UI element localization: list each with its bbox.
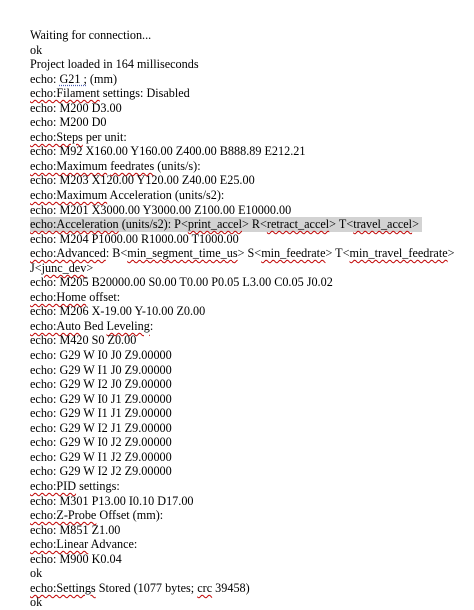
log-text-flagged: echo:Settings: [30, 580, 96, 595]
log-text: echo: M200 D0: [30, 115, 107, 130]
log-text-flagged: min_segment_time_us: [127, 246, 238, 261]
log-line: [30, 392, 470, 407]
log-text: Waiting for connection...: [30, 28, 152, 42]
log-text: Advance:: [88, 537, 138, 552]
log-text: Bed: [80, 318, 107, 333]
log-text-flagged: Leveling: [106, 318, 150, 333]
log-text: offset:: [86, 289, 121, 304]
log-text: echo:: [30, 71, 60, 86]
log-text: echo: M206 X-19.00 Y-10.00 Z0.00: [30, 304, 206, 319]
log-text-flagged: echo:Filament: [30, 86, 100, 101]
log-line: [30, 28, 470, 43]
log-text: echo: M204 P1000.00 R1000.00 T1000.00: [30, 231, 239, 246]
log-text-flagged: echo:Steps: [30, 129, 83, 144]
log-line: [30, 435, 470, 450]
log-text: :: [149, 318, 154, 333]
log-text: echo: M420 S0 Z0.00: [30, 333, 137, 348]
log-text-flagged: echo:Linear: [30, 537, 89, 552]
log-text: echo: G29 W I1 J1 Z9.00000: [30, 406, 172, 421]
log-text: Stored (1077 bytes;: [95, 580, 198, 595]
log-text: (units/s2): P<: [118, 217, 188, 232]
log-line: [30, 552, 470, 567]
log-text: ok: [30, 566, 43, 581]
log-text-flagged: G21 ;: [59, 71, 87, 86]
log-line: [30, 450, 470, 465]
log-line: [30, 566, 470, 581]
log-text: echo: M851 Z1.00: [30, 522, 121, 537]
log-text: echo: M205 B20000.00 S0.00 T0.00 P0.05 L3.00 C0.05 J0.02: [30, 275, 333, 290]
log-text: >: [412, 217, 419, 232]
log-text-flagged: echo:Home: [30, 289, 87, 304]
log-text: per unit:: [82, 129, 127, 144]
log-text: ok: [30, 42, 43, 57]
log-line: [30, 115, 470, 130]
log-text-flagged: echo:Acceleration: [30, 217, 119, 232]
log-text-flagged: travel_accel: [353, 217, 413, 232]
log-text: > S<: [237, 246, 262, 261]
log-text-flagged: crc: [197, 580, 213, 595]
log-text: echo: G29 W I2 J2 Z9.00000: [30, 464, 172, 479]
log-line: [30, 159, 470, 174]
log-line: [30, 290, 470, 305]
log-text: echo: G29 W I0 J1 Z9.00000: [30, 391, 172, 406]
log-line: [30, 494, 470, 509]
log-text: (mm): [86, 71, 117, 86]
log-line: [30, 144, 470, 159]
log-text: (units/s):: [154, 158, 201, 173]
log-text: Acceleration (units/s2):: [107, 188, 225, 203]
log-line: [30, 479, 470, 494]
log-line: [30, 246, 470, 261]
log-text-flagged: min_travel_feedrate: [349, 246, 448, 261]
log-text: echo: G29 W I1 J0 Z9.00000: [30, 362, 172, 377]
log-text: echo: M201 X3000.00 Y3000.00 Z100.00 E10000.00: [30, 202, 292, 217]
log-line-selected: [30, 217, 422, 232]
log-text-flagged: echo:PID: [30, 478, 77, 493]
log-line: [30, 319, 470, 334]
log-text-flagged: print_accel: [187, 217, 242, 232]
log-line: [30, 581, 470, 596]
log-line: [30, 275, 470, 290]
log-line: [30, 188, 470, 203]
log-line: [30, 203, 470, 218]
log-line: [30, 406, 470, 421]
log-text: >: [86, 260, 94, 275]
log-text: : B<: [105, 246, 128, 261]
log-text: ok: [30, 595, 43, 610]
log-line: [30, 43, 470, 58]
log-text-flagged: retract_accel: [266, 217, 330, 232]
log-line: [30, 72, 470, 87]
log-line: [30, 363, 470, 378]
log-text: echo: M200 D3.00: [30, 100, 122, 115]
log-text-flagged: feedrates: [110, 158, 155, 173]
log-text: 39458): [212, 580, 250, 595]
log-line: [30, 130, 470, 145]
log-line: [30, 421, 470, 436]
log-text: Offset (mm):: [96, 508, 164, 523]
log-text: > R<: [241, 217, 267, 232]
log-line: [30, 377, 470, 392]
log-text-flagged: min_feedrate: [261, 246, 326, 261]
log-text: echo: G29 W I2 J1 Z9.00000: [30, 420, 172, 435]
log-line: [30, 508, 470, 523]
log-line: [30, 304, 470, 319]
log-text: settings: Disabled: [99, 86, 190, 101]
log-text: > T<: [325, 246, 350, 261]
log-line: [30, 348, 470, 363]
log-text: >: [447, 246, 455, 261]
log-line: [30, 86, 470, 101]
log-text: J<: [30, 260, 42, 275]
log-line: [30, 464, 470, 479]
log-text-flagged: echo:Advanced: [30, 246, 106, 261]
log-text-flagged: echo:Maximum: [30, 188, 108, 203]
log-line: [30, 57, 470, 72]
log-text: echo: M301 P13.00 I0.10 D17.00: [30, 493, 194, 508]
log-line: [30, 101, 470, 116]
log-text: echo: G29 W I2 J0 Z9.00000: [30, 377, 172, 392]
log-line: [30, 173, 470, 188]
log-line: [30, 232, 470, 247]
log-text-flagged: echo:Z-Probe: [30, 508, 97, 523]
log-text: echo: M92 X160.00 Y160.00 Z400.00 B888.89 E212.21: [30, 144, 306, 159]
log-text: echo: M203 X120.00 Y120.00 Z40.00 E25.00: [30, 173, 255, 188]
log-line: [30, 261, 470, 276]
log-text: Project loaded in 164 milliseconds: [30, 57, 199, 72]
log-text: echo: M900 K0.04: [30, 551, 122, 566]
log-line: [30, 595, 470, 610]
console-log[interactable]: [30, 28, 470, 610]
log-text: echo: G29 W I0 J0 Z9.00000: [30, 348, 172, 363]
log-text: echo: G29 W I0 J2 Z9.00000: [30, 435, 172, 450]
log-text-flagged: echo:Maximum: [30, 158, 108, 173]
log-text: echo: G29 W I1 J2 Z9.00000: [30, 449, 172, 464]
log-line: [30, 523, 470, 538]
log-text: settings:: [76, 478, 120, 493]
log-line: [30, 333, 470, 348]
log-text-flagged: echo:Auto: [30, 318, 81, 333]
log-text-flagged: junc_dev: [41, 260, 87, 275]
log-line: [30, 537, 470, 552]
log-text: > T<: [329, 217, 354, 232]
